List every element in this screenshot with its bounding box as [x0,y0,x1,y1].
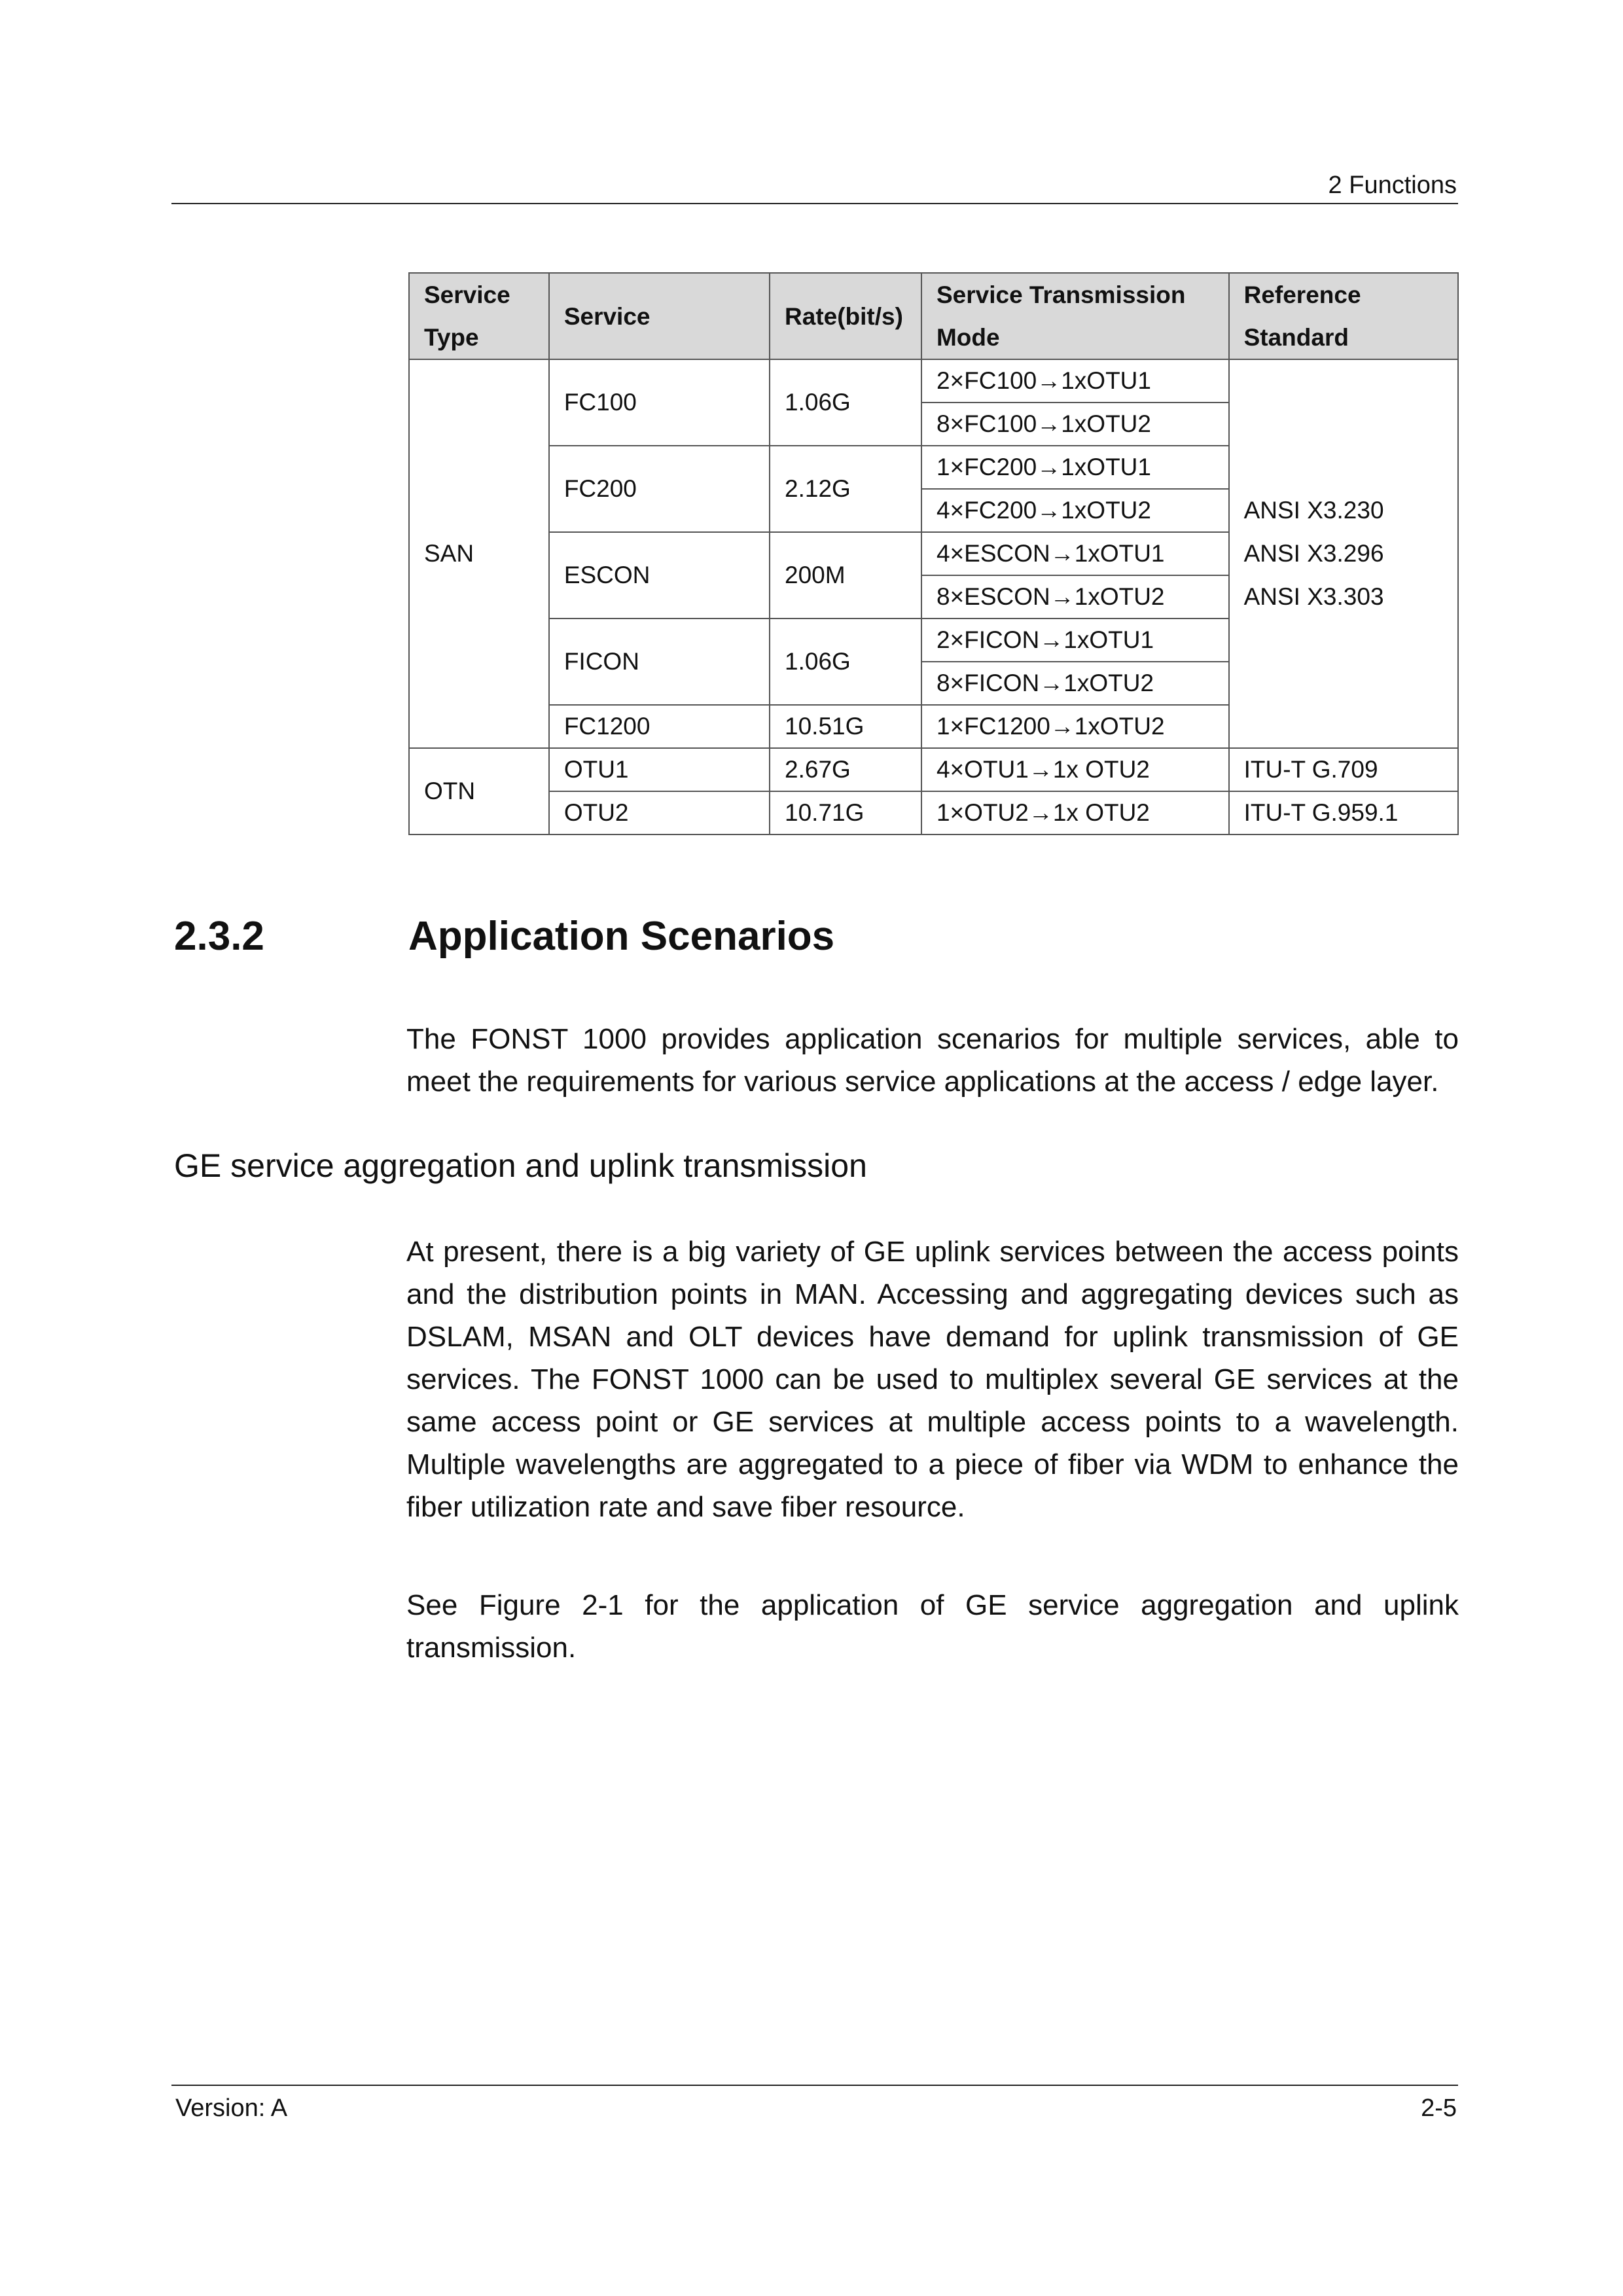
mode-cell: 2×FICON→1xOTU1 [921,619,1229,662]
mode-cell: 8×FC100→1xOTU2 [921,403,1229,446]
body-paragraph: At present, there is a big variety of GE uplink services between the access points and the distribution points in MAN. Accessing and aggregating devices such as DSLAM, MSAN and OLT devices have demand for uplink transmission of GE services. The FONST 1000 can be used to multiplex several GE services at the same access point or GE services at multiple access points to a wavelength. Multiple wavelengths are aggregated to a piece of fiber via WDM to enhance the fiber utilization rate and save fiber resource. [406,1236,1459,1523]
header-transmission-mode: Service Transmission Mode [921,273,1229,359]
footer-rule [171,2085,1458,2086]
section-title: Application Scenarios [408,914,835,959]
rate-cell: 200M [770,532,921,619]
rate-cell: 2.12G [770,446,921,532]
standard-line: ANSI X3.303 [1243,583,1384,610]
table-header-row [409,273,1458,359]
table-row [409,791,1458,834]
service-cell: OTU2 [549,791,770,834]
standard-line: ANSI X3.230 [1243,497,1384,524]
page-number: 2-5 [1421,2094,1457,2122]
service-cell: ESCON [549,532,770,619]
standard-cell [1229,359,1458,748]
service-type-cell: OTN [409,748,549,834]
rate-cell: 10.51G [770,705,921,748]
service-cell: FC1200 [549,705,770,748]
mode-cell: 8×FICON→1xOTU2 [921,662,1229,705]
subheading: GE service aggregation and uplink transmission [174,1147,867,1184]
table-row [409,748,1458,791]
mode-cell: 4×ESCON→1xOTU1 [921,532,1229,575]
rate-cell: 1.06G [770,359,921,446]
service-cell: OTU1 [549,748,770,791]
mode-cell: 4×OTU1→1x OTU2 [921,748,1229,791]
service-table [408,272,1459,835]
rate-cell: 10.71G [770,791,921,834]
rate-cell: 2.67G [770,748,921,791]
mode-cell: 1×FC200→1xOTU1 [921,446,1229,489]
service-cell: FC100 [549,359,770,446]
version-label: Version: A [175,2094,288,2122]
intro-paragraph: The FONST 1000 provides application scenarios for multiple services, able to meet the requirements for various service applications at the access / edge layer. [406,1023,1459,1098]
figure-reference-paragraph: See Figure 2-1 for the application of GE service aggregation and uplink transmission. [406,1589,1459,1664]
header-rule [171,203,1458,204]
service-type-cell: SAN [409,359,549,748]
mode-cell: 1×OTU2→1x OTU2 [921,791,1229,834]
standard-line: ANSI X3.296 [1243,540,1384,567]
service-cell: FICON [549,619,770,705]
mode-cell: 1×FC1200→1xOTU2 [921,705,1229,748]
header-rate: Rate(bit/s) [770,273,921,359]
header-reference-standard: Reference Standard [1229,273,1458,359]
mode-cell: 2×FC100→1xOTU1 [921,359,1229,403]
header-service: Service [549,273,770,359]
standard-cell: ITU-T G.959.1 [1229,791,1458,834]
table-row [409,359,1458,403]
rate-cell: 1.06G [770,619,921,705]
standard-cell: ITU-T G.709 [1229,748,1458,791]
section-number: 2.3.2 [174,914,264,959]
mode-cell: 8×ESCON→1xOTU2 [921,575,1229,619]
running-header: 2 Functions [1328,171,1457,199]
mode-cell: 4×FC200→1xOTU2 [921,489,1229,532]
header-service-type: Service Type [409,273,549,359]
service-cell: FC200 [549,446,770,532]
